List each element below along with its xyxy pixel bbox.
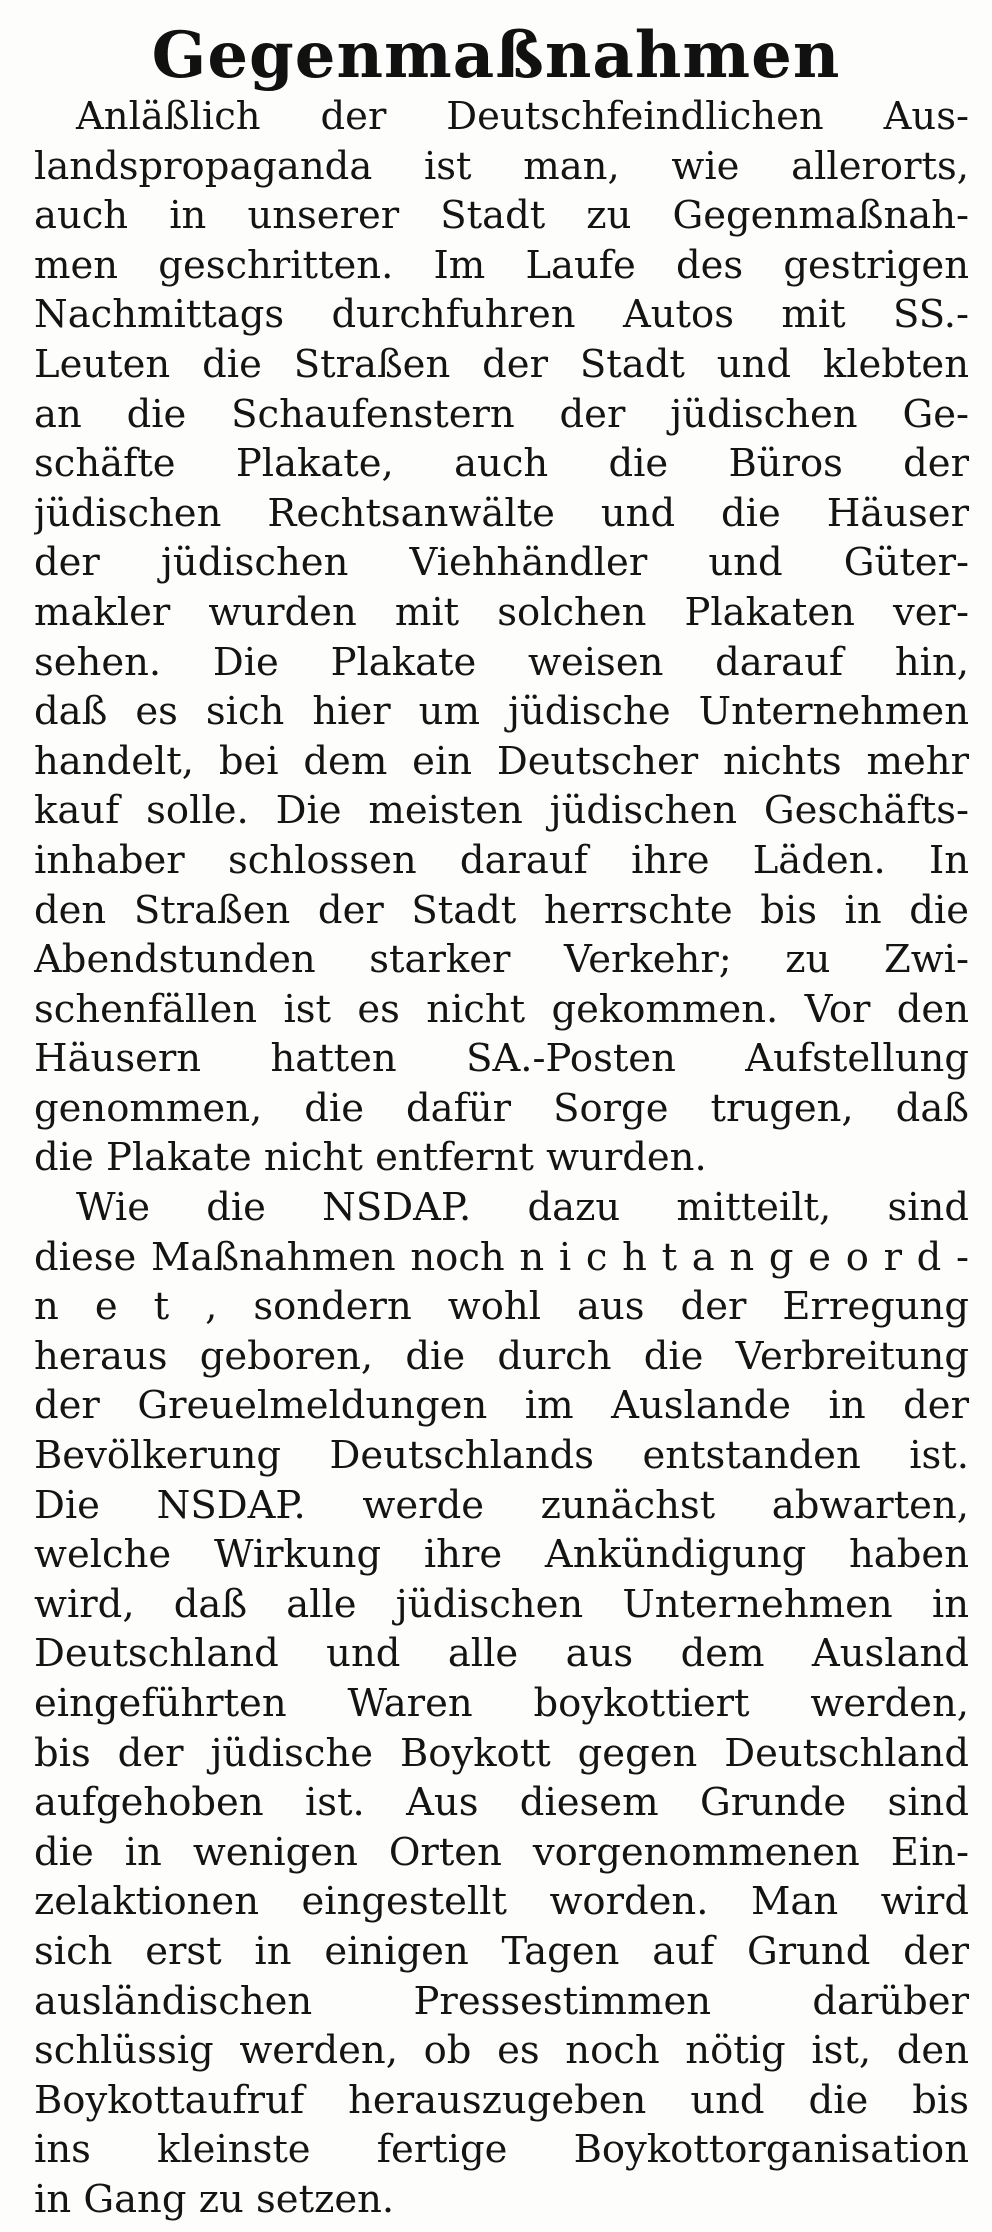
text-line: Bevölkerung Deutschlands entstanden ist. xyxy=(34,1433,969,1479)
text-line: men geschritten. Im Laufe des gestrigen xyxy=(34,242,969,288)
text-line: handelt, bei dem ein Deutscher nichts mehr xyxy=(34,738,969,784)
text-line: schlüssig werden, ob es noch nötig ist, den xyxy=(34,2028,969,2074)
paragraph-2 xyxy=(34,1183,969,2224)
text-line: diese Maßnahmen noch n i c h t a n g e o r d - xyxy=(34,1234,969,1280)
text-line: Leuten die Straßen der Stadt und klebten xyxy=(34,341,969,387)
text-line: Die NSDAP. werde zunächst abwarten, xyxy=(34,1482,969,1528)
article-headline: Gegenmaßnahmen xyxy=(151,18,841,93)
text-line: makler wurden mit solchen Plakaten ver- xyxy=(34,589,969,635)
text-line: Boykottaufruf herauszugeben und die bis xyxy=(34,2077,969,2123)
text-line: aufgehoben ist. Aus diesem Grunde sind xyxy=(34,1780,969,1826)
text-line: Wie die NSDAP. dazu mitteilt, sind xyxy=(76,1185,969,1231)
text-line: landspropaganda ist man, wie allerorts, xyxy=(34,143,969,189)
text-line: sehen. Die Plakate weisen darauf hin, xyxy=(34,639,969,685)
text-line: zelaktionen eingestellt worden. Man wird xyxy=(34,1879,969,1925)
text-line: in Gang zu setzen. xyxy=(34,2176,395,2222)
text-line: schäfte Plakate, auch die Büros der xyxy=(34,441,969,487)
text-line: Anläßlich der Deutschfeindlichen Aus- xyxy=(76,94,969,139)
text-line: schenfällen ist es nicht gekommen. Vor den xyxy=(34,986,969,1032)
text-line: die in wenigen Orten vorgenommenen Ein- xyxy=(34,1829,969,1875)
text-line: ausländischen Pressestimmen darüber xyxy=(34,1978,969,2024)
text-line: genommen, die dafür Sorge trugen, daß xyxy=(34,1085,969,1131)
text-line: Deutschland und alle aus dem Ausland xyxy=(34,1631,969,1677)
text-line: jüdischen Rechtsanwälte und die Häuser xyxy=(34,490,969,536)
text-line: auch in unserer Stadt zu Gegenmaßnah- xyxy=(34,193,969,239)
text-line: der jüdischen Viehhändler und Güter- xyxy=(34,540,969,586)
text-line: daß es sich hier um jüdische Unternehmen xyxy=(34,689,969,735)
paragraph-1 xyxy=(34,92,969,1183)
text-line: bis der jüdische Boykott gegen Deutschland xyxy=(34,1730,969,1776)
text-line: der Greuelmeldungen im Auslande in der xyxy=(34,1383,969,1429)
text-line: wird, daß alle jüdischen Unternehmen in xyxy=(34,1581,969,1627)
article-body xyxy=(34,92,969,2225)
text-line: an die Schaufenstern der jüdischen Ge- xyxy=(34,391,969,437)
text-line: sich erst in einigen Tagen auf Grund der xyxy=(34,1928,969,1974)
text-line: ins kleinste fertige Boykottorganisation xyxy=(34,2127,969,2173)
text-line: inhaber schlossen darauf ihre Läden. In xyxy=(34,837,969,883)
text-line: den Straßen der Stadt herrschte bis in die xyxy=(34,887,969,933)
text-line: Häusern hatten SA.-Posten Aufstellung xyxy=(34,1036,969,1082)
text-line: heraus geboren, die durch die Verbreitung xyxy=(34,1333,969,1379)
text-line: Abendstunden starker Verkehr; zu Zwi- xyxy=(34,937,969,983)
text-line: eingeführten Waren boykottiert werden, xyxy=(34,1681,969,1726)
text-line: n e t , sondern wohl aus der Erregung xyxy=(34,1284,969,1330)
text-line: kauf solle. Die meisten jüdischen Geschäfts- xyxy=(34,788,969,834)
text-line: welche Wirkung ihre Ankündigung haben xyxy=(34,1532,969,1578)
text-line: die Plakate nicht entfernt wurden. xyxy=(34,1135,707,1181)
text-line: Nachmittags durchfuhren Autos mit SS.- xyxy=(34,292,969,338)
